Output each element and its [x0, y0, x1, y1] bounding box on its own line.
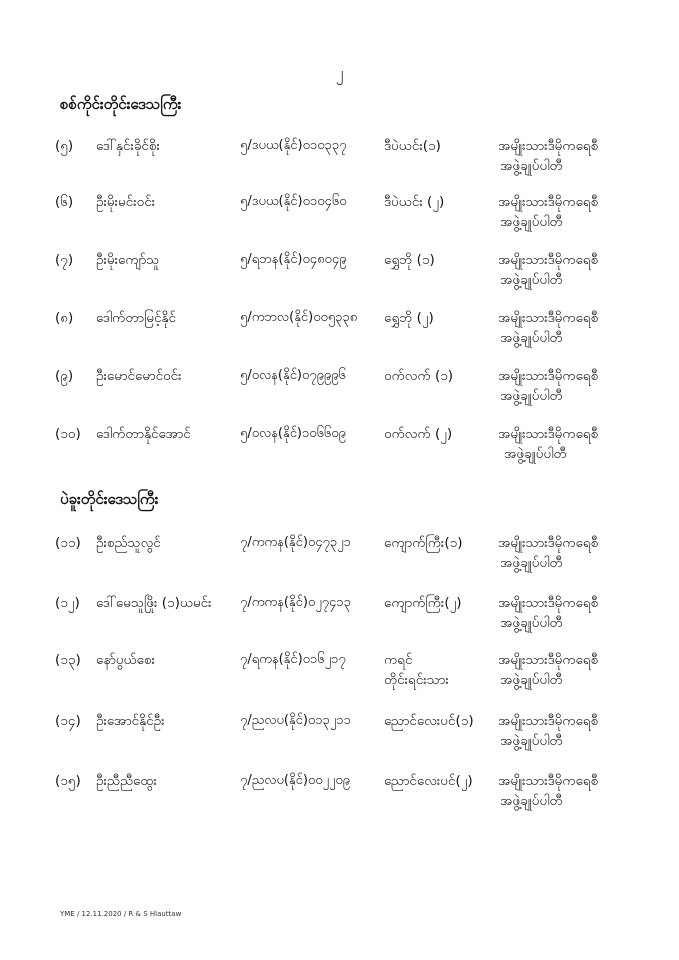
party-line-2: အဖွဲ့ချုပ်ပါတီ	[500, 330, 563, 346]
nrc-number: ၅/ဒပယ(နိုင်)၀၁၀၃၃၇	[240, 138, 347, 153]
party	[498, 711, 638, 751]
party-line-2: အဖွဲ့ချုပ်ပါတီ	[500, 214, 563, 230]
party-line-2: အဖွဲ့ချုပ်ပါတီ	[500, 158, 563, 174]
constituency: ဒီပဲယင်း(၁)	[384, 138, 441, 154]
row-number: (၆)	[55, 194, 74, 210]
table-row	[0, 192, 679, 238]
table-row	[0, 771, 679, 817]
constituency: ကရင် တိုင်းရင်းသား	[384, 652, 449, 688]
party-line-2: အဖွဲ့ချုပ်ပါတီ	[500, 272, 563, 288]
party	[498, 424, 638, 464]
candidate-name: ဒေါက်တာမြင့်နိုင်	[96, 310, 177, 326]
party	[498, 593, 638, 633]
constituency: ညောင်လေးပင်(၁)	[384, 713, 474, 729]
row-number: (၁၃)	[55, 652, 81, 668]
nrc-number: ၇/ကကန(နိုင်)၀၄၇၃၂၁	[240, 535, 351, 550]
constituency: ညောင်လေးပင်(၂)	[384, 773, 473, 789]
candidate-name: ဦးညီညီထွေး	[96, 773, 157, 789]
party	[498, 192, 638, 232]
row-number: (၈)	[55, 310, 74, 326]
row-number: (၁၅)	[55, 773, 81, 789]
constituency: ရွှေဘို (၂)	[384, 310, 434, 326]
row-number: (၅)	[55, 138, 74, 154]
nrc-number: ၅/ဝလန(နိုင်)၀၇၉၉၉၆	[240, 368, 346, 383]
constituency: ဝက်လက် (၁)	[384, 368, 454, 384]
party	[498, 250, 638, 290]
candidate-name: ဒေါက်တာနိုင်အောင်	[96, 426, 191, 442]
party-line-1: အမျိုးသားဒီမိုကရေစီ	[498, 368, 599, 384]
constituency: ဝက်လက် (၂)	[384, 426, 453, 442]
table-row	[0, 593, 679, 639]
section-title-bago: ပဲခူးတိုင်းဒေသကြီး	[60, 490, 159, 508]
candidate-name: ဦးမောင်မောင်ဝင်း	[96, 368, 182, 384]
nrc-number: ၇/ညလပ(နိုင်)၀၀၂၂၀၉	[240, 773, 350, 788]
table-row	[0, 366, 679, 412]
candidate-name: ဦးအောင်နိုင်ဦး	[96, 713, 165, 729]
party-line-1: အမျိုးသားဒီမိုကရေစီ	[498, 652, 599, 668]
party-line-1: အမျိုးသားဒီမိုကရေစီ	[498, 252, 599, 268]
party-line-2: အဖွဲ့ချုပ်ပါတီ	[500, 793, 563, 809]
party-line-1: အမျိုးသားဒီမိုကရေစီ	[498, 773, 599, 789]
table-row	[0, 711, 679, 757]
party-line-2: အဖွဲ့ချုပ်ပါတီ	[500, 672, 563, 688]
party-line-2: အဖွဲ့ချုပ်ပါတီ	[500, 388, 563, 404]
nrc-number: ၇/ညလပ(နိုင်)၀၁၃၂၁၁	[240, 713, 351, 728]
party-line-2: အဖွဲ့ချုပ်ပါတီ	[504, 446, 567, 462]
row-number: (၁၄)	[55, 713, 81, 729]
nrc-number: ၇/ကကန(နိုင်)၀၂၇၄၁၃	[240, 595, 351, 610]
row-number: (၇)	[55, 252, 74, 268]
nrc-number: ၅/ရဘန(နိုင်)၀၄၈၀၄၉	[240, 252, 347, 267]
candidate-name: ဦးမိုးမင်းဝင်း	[96, 194, 156, 210]
constituency: ဒီပဲယင်း (၂)	[384, 194, 445, 210]
candidate-name: ဒေါ်မေသူဖြိုး (၁)ယမင်း	[96, 595, 212, 611]
table-row	[0, 650, 679, 696]
row-number: (၁၂)	[55, 595, 80, 611]
party-line-1: အမျိုးသားဒီမိုကရေစီ	[498, 194, 599, 210]
party-line-1: အမျိုးသားဒီမိုကရေစီ	[498, 138, 599, 154]
table-row	[0, 136, 679, 182]
party-line-2: အဖွဲ့ချုပ်ပါတီ	[500, 733, 563, 749]
row-number: (၉)	[55, 368, 74, 384]
constituency: ကျောက်ကြီး(၂)	[384, 595, 462, 611]
constituency: ကျောက်ကြီး(၁)	[384, 535, 463, 551]
party-line-1: အမျိုးသားဒီမိုကရေစီ	[498, 426, 599, 442]
page-number: ၂	[335, 64, 344, 82]
nrc-number: ၅/ဝလန(နိုင်)၁၀၆၆၀၉	[240, 426, 346, 441]
nrc-number: ၅/ကဘလ(နိုင်)၀၀၅၃၃၈	[240, 310, 358, 325]
party	[498, 650, 638, 690]
nrc-number: ၅/ဒပယ(နိုင်)၀၁၀၄၆၀	[240, 194, 347, 209]
party-line-1: အမျိုးသားဒီမိုကရေစီ	[498, 535, 599, 551]
candidate-name: နော်ပွယ်စေး	[96, 652, 156, 668]
constituency: ရွှေဘို (၁)	[384, 252, 435, 268]
row-number: (၁၀)	[55, 426, 81, 442]
party	[498, 136, 638, 176]
candidate-name: ဒေါ်နှင်းခိုင်စိုး	[96, 138, 160, 154]
party-line-1: အမျိုးသားဒီမိုကရေစီ	[498, 595, 599, 611]
nrc-number: ၇/ရကန(နိုင်)၀၁၆၂၁၇	[240, 652, 346, 667]
party	[498, 771, 638, 811]
party	[498, 366, 638, 406]
section-title-sagaing: စစ်ကိုင်းတိုင်းဒေသကြီး	[60, 95, 182, 113]
party-line-1: အမျိုးသားဒီမိုကရေစီ	[498, 713, 599, 729]
row-number: (၁၁)	[55, 535, 81, 551]
candidate-name: ဦးမိုးကျော်သူ	[96, 252, 160, 268]
footer-reference: YME / 12.11.2020 / R & S Hlauttaw	[60, 910, 182, 918]
table-row	[0, 424, 679, 470]
party-line-1: အမျိုးသားဒီမိုကရေစီ	[498, 310, 599, 326]
table-row	[0, 308, 679, 354]
party-line-2: အဖွဲ့ချုပ်ပါတီ	[500, 555, 563, 571]
table-row	[0, 250, 679, 296]
party	[498, 533, 638, 573]
party-line-2: အဖွဲ့ချုပ်ပါတီ	[500, 615, 563, 631]
table-row	[0, 533, 679, 579]
party	[498, 308, 638, 348]
candidate-name: ဦးစည်သူလွင်	[96, 535, 161, 551]
